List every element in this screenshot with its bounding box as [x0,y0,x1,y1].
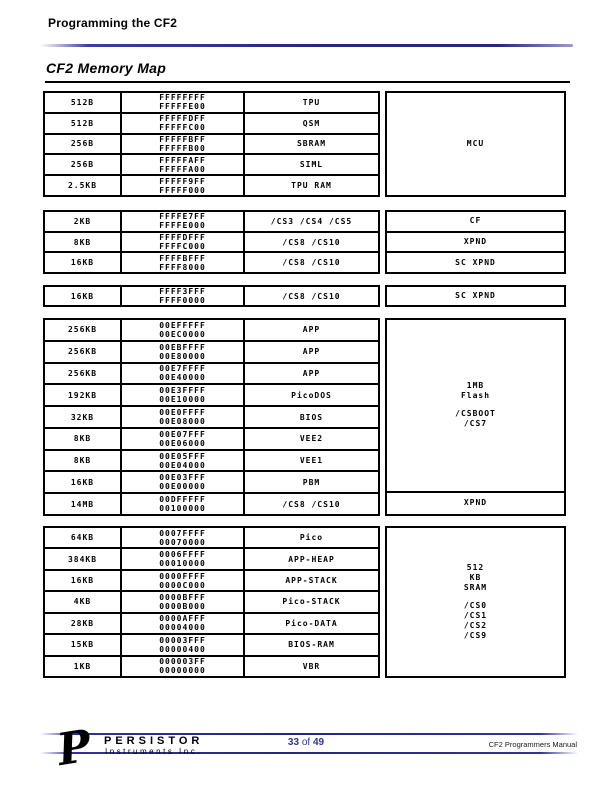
address-high: 00003FFF [159,635,206,645]
address-low: 00E06000 [159,438,206,448]
size-cell: 2KB [45,212,122,231]
memory-row [43,526,380,549]
size-cell: 256KB [45,342,122,362]
address-high: 00E7FFFF [159,364,206,374]
region-name-cell: SBRAM [296,139,327,149]
address-range-cell [122,253,245,272]
region-name-cell: Pico [299,533,324,543]
address-range-cell [122,135,245,154]
bus-label-line: SC XPND [455,257,496,267]
memory-row [43,633,380,656]
memory-row [43,590,380,613]
size-cell: 28KB [45,614,122,633]
memory-row [43,340,380,364]
size-cell: 192KB [45,385,122,405]
address-low: 00070000 [159,537,206,547]
memory-row [43,655,380,678]
size-cell: 1KB [45,657,122,676]
address-high: 00E3FFFF [159,386,206,396]
address-high: 0000AFFF [159,614,206,624]
address-high: 00EFFFFF [159,320,206,330]
region-name-cell: TPU RAM [291,181,332,191]
bus-label-line: KB [469,573,482,582]
address-low: 00000400 [159,644,206,654]
region-name-cell: /CS8 /CS10 [282,291,341,301]
region-name-cell: APP [302,347,321,357]
memory-table-right-column [385,285,566,307]
region-name-cell: SIML [299,160,324,170]
size-cell: 2.5KB [45,176,122,195]
region-name-cell: PBM [302,477,321,487]
address-low: 0000C000 [159,580,206,590]
address-range-cell [122,451,245,471]
address-range-cell [122,176,245,195]
region-name-cell: VBR [302,661,321,671]
memory-table-rows [43,210,380,274]
region-name-cell: VEE1 [299,456,324,466]
memory-row [43,405,380,429]
size-cell: 16KB [45,253,122,272]
memory-row [43,153,380,176]
bus-label-cell [385,231,566,254]
region-name-cell: /CS8 /CS10 [282,499,341,509]
address-low: FFFFFC00 [159,123,206,133]
address-low: FFFFFB00 [159,143,206,153]
address-low: 00E00000 [159,482,206,492]
size-cell: 16KB [45,571,122,590]
region-name-cell: APP [302,368,321,378]
region-name-cell: /CS8 /CS10 [282,237,341,247]
address-high: FFFFFAFF [159,155,206,165]
memory-row [43,231,380,254]
bus-label-line: CF [469,216,482,226]
address-low: FFFFC000 [159,242,206,251]
memory-table-right-column [385,526,566,678]
address-high: FFFFFBFF [159,134,206,144]
memory-table-right-column [385,91,566,197]
memory-row [43,174,380,197]
address-range-cell [122,212,245,231]
address-low: 00E10000 [159,395,206,405]
size-cell: 8KB [45,429,122,449]
page-number-current: 33 [287,737,300,748]
memory-table-right-column [385,210,566,274]
section-title-rule [45,81,570,83]
address-range-cell [122,114,245,133]
bus-label-cell [385,526,566,678]
region-name-cell: QSM [302,118,321,128]
address-high: FFFFFFFF [159,93,206,103]
size-cell: 512B [45,114,122,133]
address-range-cell [122,528,245,547]
memory-table-cf-xpnd [43,210,566,274]
address-high: 0000BFFF [159,592,206,602]
address-low: 00EC0000 [159,329,206,339]
address-high: 00EBFFFF [159,342,206,352]
address-low: 00E40000 [159,373,206,383]
address-low: 0000B000 [159,601,206,611]
address-range-cell [122,657,245,676]
size-cell: 4KB [45,592,122,611]
memory-table-right-column [385,318,566,516]
region-name-cell: APP [302,325,321,335]
address-high: FFFFBFFF [159,253,206,263]
region-name-cell: Pico-STACK [282,597,341,607]
bus-label-cell [385,91,566,197]
memory-row [43,362,380,386]
bus-label-cell [385,285,566,307]
address-range-cell [122,287,245,305]
footer-company-name: PERSISTOR [104,735,204,747]
memory-row [43,210,380,233]
bus-label-line: /CS0 [463,601,488,610]
address-range-cell [122,472,245,492]
memory-table-rows [43,285,380,307]
region-name-cell: TPU [302,97,321,107]
bus-label-line: SC XPND [455,291,496,300]
address-high: 0007FFFF [159,528,206,538]
region-name-cell: VEE2 [299,434,324,444]
bus-label-cell [385,210,566,233]
address-low: FFFFFA00 [159,164,206,174]
address-range-cell [122,571,245,590]
address-range-cell [122,320,245,340]
address-range-cell [122,592,245,611]
address-low: 00E08000 [159,417,206,427]
memory-row [43,133,380,156]
memory-table-rows [43,526,380,678]
address-low: FFFFFE00 [159,102,206,112]
bus-label-line: /CS9 [463,631,488,640]
address-high: 00DFFFFF [159,495,206,505]
memory-row [43,251,380,274]
size-cell: 16KB [45,472,122,492]
address-high: FFFFDFFF [159,233,206,242]
page-number-of: of [301,737,311,748]
size-cell: 14MB [45,494,122,514]
address-high: 00E05FFF [159,451,206,461]
footer-manual-title: CF2 Programmers Manual [488,740,577,749]
size-cell: 8KB [45,233,122,252]
memory-row [43,612,380,635]
size-cell: 512B [45,93,122,112]
bus-label-line: 512 [466,563,485,572]
address-high: 00E0FFFF [159,408,206,418]
memory-row [43,91,380,114]
region-name-cell: PicoDOS [291,390,332,400]
size-cell: 32KB [45,407,122,427]
memory-row [43,112,380,135]
address-high: FFFFFDFF [159,114,206,124]
running-header: Programming the CF2 [48,16,178,30]
bus-label-line: Flash [460,391,491,401]
address-range-cell [122,429,245,449]
region-name-cell: APP-HEAP [288,554,335,564]
address-high: 000003FF [159,657,206,667]
bus-label-cell [385,318,566,493]
region-name-cell: /CS3 /CS4 /CS5 [270,216,353,226]
region-name-cell: APP-STACK [285,576,338,586]
address-low: 00E04000 [159,460,206,470]
memory-table-sc-xpnd [43,285,566,307]
memory-row [43,470,380,494]
size-cell: 256B [45,135,122,154]
address-high: 00E07FFF [159,429,206,439]
bus-label-line: 1MB [466,381,485,391]
address-low: FFFF8000 [159,262,206,272]
size-cell: 256KB [45,320,122,340]
address-high: FFFFE7FF [159,212,206,222]
address-range-cell [122,635,245,654]
memory-row [43,285,380,307]
persistor-logo-icon: P [53,720,95,777]
bus-label-line: /CS2 [463,621,488,630]
size-cell: 256KB [45,364,122,384]
memory-row [43,492,380,516]
address-high: FFFFF9FF [159,176,206,186]
address-range-cell [122,155,245,174]
address-range-cell [122,549,245,568]
region-name-cell: BIOS-RAM [288,640,335,650]
region-name-cell: /CS8 /CS10 [282,258,341,268]
address-range-cell [122,494,245,514]
address-low: 00010000 [159,559,206,569]
address-low: FFFFE000 [159,221,206,231]
memory-row [43,547,380,570]
address-low: FFFF0000 [159,296,206,305]
address-low: 00E80000 [159,351,206,361]
address-range-cell [122,407,245,427]
bus-label-line: SRAM [463,583,488,592]
footer-company-subtitle: Instruments Inc. [105,747,202,756]
address-low: 00000000 [159,666,206,676]
address-high: FFFF3FFF [159,287,206,296]
bus-label-line: /CSBOOT [455,409,496,419]
memory-table-mcu [43,91,566,197]
address-low: 00004000 [159,623,206,633]
region-name-cell: Pico-DATA [285,618,338,628]
memory-row [43,383,380,407]
address-range-cell [122,93,245,112]
memory-row [43,449,380,473]
address-low: 00100000 [159,504,206,514]
region-name-cell: BIOS [299,412,324,422]
address-range-cell [122,233,245,252]
size-cell: 64KB [45,528,122,547]
bus-label-line: /CS1 [463,611,488,620]
size-cell: 15KB [45,635,122,654]
memory-row [43,569,380,592]
size-cell: 384KB [45,549,122,568]
address-range-cell [122,342,245,362]
page-number-total: 49 [312,737,325,748]
size-cell: 16KB [45,287,122,305]
address-range-cell [122,385,245,405]
section-title: CF2 Memory Map [46,60,167,76]
size-cell: 8KB [45,451,122,471]
bus-label-line: XPND [463,498,488,508]
header-gradient-rule [40,44,573,47]
memory-row [43,427,380,451]
bus-label-line: XPND [463,237,488,246]
bus-label-line: MCU [466,139,485,148]
address-high: 0000FFFF [159,571,206,581]
address-range-cell [122,614,245,633]
bus-label-cell [385,251,566,274]
memory-table-rows [43,91,380,197]
address-high: 0006FFFF [159,550,206,560]
memory-table-flash [43,318,566,516]
bus-label-line: /CS7 [463,419,488,429]
address-range-cell [122,364,245,384]
memory-table-rows [43,318,380,516]
memory-row [43,318,380,342]
bus-label-cell [385,491,566,516]
address-high: 00E03FFF [159,473,206,483]
address-low: FFFFF000 [159,185,206,195]
size-cell: 256B [45,155,122,174]
memory-table-sram [43,526,566,678]
